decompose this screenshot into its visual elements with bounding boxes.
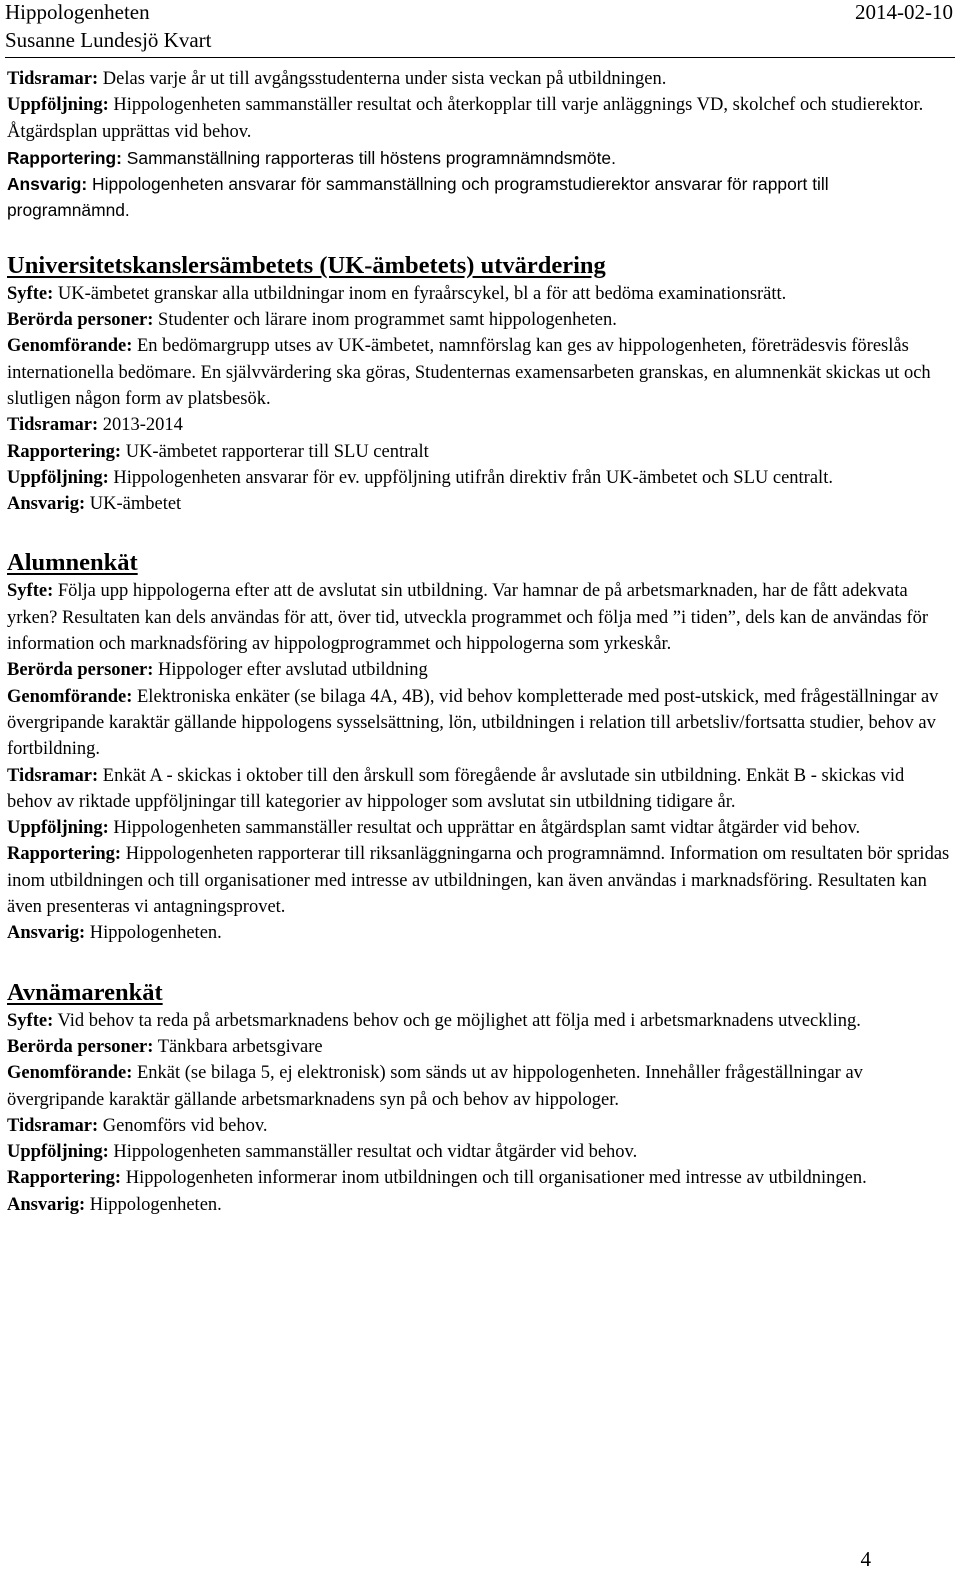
field-text: Elektroniska enkäter (se bilaga 4A, 4B), vid behov kompletterade med post-utskick, med frågeställningar av övergripande karaktär gällande hippologens sysselsättning, lön, utbildningen i relation till arbetsliv/fortsatta studier, behov av fortbildning. bbox=[7, 686, 939, 760]
field-label: Ansvarig: bbox=[7, 923, 86, 944]
intro-rapportering bbox=[7, 145, 953, 171]
field-text: Studenter och lärare inom programmet samt hippologenheten. bbox=[153, 310, 617, 331]
field-text: Hippologenheten ansvarar för sammanställning och programstudierektor ansvarar för rapport till programnämnd. bbox=[7, 174, 829, 221]
field-label: Rapportering: bbox=[7, 441, 122, 462]
avn-ansvarig bbox=[7, 1192, 953, 1218]
field-label: Berörda personer: bbox=[7, 1036, 154, 1057]
uk-ansvarig bbox=[7, 491, 953, 517]
field-label: Ansvarig: bbox=[7, 1194, 86, 1215]
intro-section bbox=[7, 66, 953, 224]
field-label: Tidsramar: bbox=[7, 765, 99, 786]
alumn-genomforande bbox=[7, 684, 953, 763]
field-text: Vid behov ta reda på arbetsmarknadens behov och ge möjlighet att följa med i arbetsmarknadens utveckling. bbox=[53, 1010, 861, 1031]
field-label: Berörda personer: bbox=[7, 660, 154, 681]
uk-section bbox=[7, 250, 953, 518]
uk-uppfoljning bbox=[7, 465, 953, 491]
header-date: 2014-02-10 bbox=[855, 0, 953, 24]
avn-syfte bbox=[7, 1008, 953, 1034]
document-body bbox=[7, 66, 953, 1218]
avn-uppfoljning bbox=[7, 1139, 953, 1165]
alumn-section bbox=[7, 547, 953, 946]
field-text: UK-ämbetet bbox=[85, 494, 182, 515]
alumn-tidsramar bbox=[7, 763, 953, 816]
avn-berorda bbox=[7, 1034, 953, 1060]
field-text: 2013-2014 bbox=[98, 415, 183, 436]
section-heading-avnamarenkat: Avnämarenkät bbox=[7, 978, 163, 1006]
field-label: Tidsramar: bbox=[7, 415, 99, 436]
uk-tidsramar bbox=[7, 412, 953, 438]
field-label: Syfte: bbox=[7, 581, 54, 602]
intro-ansvarig bbox=[7, 171, 953, 224]
field-text: En bedömargrupp utses av UK-ämbetet, namnförslag kan ges av hippologenheten, företrädesvis föreslås internationella bedömare. En självvärdering ska göras, Studenternas examensarbeten granskas, en alumnenkät skickas ut och slutligen någon form av platsbesök. bbox=[7, 336, 931, 409]
field-text: Hippologenheten informerar inom utbildningen och till organisationer med intresse av utbildningen. bbox=[121, 1168, 867, 1189]
field-text: Tänkbara arbetsgivare bbox=[153, 1036, 323, 1057]
field-label: Uppföljning: bbox=[7, 467, 109, 488]
field-text: Hippologer efter avslutad utbildning bbox=[153, 660, 428, 681]
uk-genomforande bbox=[7, 333, 953, 412]
field-text: Hippologenheten rapporterar till riksanläggningarna och programnämnd. Information om resultaten bör spridas inom utbildningen och till organisationer med intresse av utbildningen, kan även användas i marknadsföring. Resultaten kan även presenteras vi antagningsprovet. bbox=[7, 844, 950, 918]
field-label: Genomförande: bbox=[7, 686, 133, 707]
field-text: Hippologenheten. bbox=[85, 923, 222, 944]
uk-berorda bbox=[7, 307, 953, 333]
alumn-berorda bbox=[7, 657, 953, 683]
field-label: Berörda personer: bbox=[7, 310, 154, 331]
field-text: Genomförs vid behov. bbox=[98, 1115, 268, 1136]
field-label: Genomförande: bbox=[7, 1063, 133, 1084]
field-text: Hippologenheten sammanställer resultat och upprättar en åtgärdsplan samt vidtar åtgärder vid behov. bbox=[108, 818, 861, 839]
field-text: Sammanställning rapporteras till höstens programnämndsmöte. bbox=[121, 147, 616, 168]
alumn-syfte bbox=[7, 578, 953, 657]
avn-tidsramar bbox=[7, 1113, 953, 1139]
field-label: Ansvarig: bbox=[7, 494, 86, 515]
field-label: Rapportering: bbox=[7, 1168, 122, 1189]
field-text: Hippologenheten sammanställer resultat och vidtar åtgärder vid behov. bbox=[108, 1142, 638, 1163]
intro-tidsramar bbox=[7, 66, 953, 92]
field-label: Ansvarig: bbox=[7, 174, 88, 195]
field-text: UK-ämbetet granskar alla utbildningar inom en fyraårscykel, bl a för att bedöma examinationsrätt. bbox=[53, 283, 787, 304]
uk-rapportering bbox=[7, 439, 953, 465]
field-text: Hippologenheten ansvarar för ev. uppföljning utifrån direktiv från UK-ämbetet och SLU centralt. bbox=[108, 467, 833, 488]
alumn-uppfoljning bbox=[7, 815, 953, 841]
alumn-ansvarig bbox=[7, 920, 953, 946]
field-text: Hippologenheten. bbox=[85, 1194, 222, 1215]
field-text: Enkät A - skickas i oktober till den årskull som föregående år avslutade sin utbildning. Enkät B - skickas vid behov av riktade uppföljningar till kategorier av hippologer som avslutat sin utbildning tidigare år. bbox=[7, 765, 905, 812]
field-label: Rapportering: bbox=[7, 147, 122, 168]
section-heading-uk: Universitetskanslersämbetets (UK-ämbetets) utvärdering bbox=[7, 251, 606, 279]
header-author: Susanne Lundesjö Kvart bbox=[5, 28, 212, 52]
field-text: Delas varje år ut till avgångsstudenterna under sista veckan på utbildningen. bbox=[98, 69, 667, 89]
field-label: Rapportering: bbox=[7, 844, 122, 865]
field-text: Hippologenheten sammanställer resultat och återkopplar till varje anläggnings VD, skolchef och studierektor. Åtgärdsplan upprättas vid behov. bbox=[7, 95, 924, 142]
avn-section bbox=[7, 977, 953, 1218]
field-label: Tidsramar: bbox=[7, 1115, 99, 1136]
intro-uppfoljning bbox=[7, 92, 953, 145]
uk-syfte bbox=[7, 281, 953, 307]
field-label: Syfte: bbox=[7, 1010, 54, 1031]
page-header-left bbox=[5, 0, 211, 54]
alumn-rapportering bbox=[7, 841, 953, 920]
header-divider bbox=[5, 57, 955, 58]
avn-genomforande bbox=[7, 1060, 953, 1113]
field-label: Uppföljning: bbox=[7, 1142, 109, 1163]
header-title: Hippologenheten bbox=[5, 0, 150, 24]
field-text: Enkät (se bilaga 5, ej elektronisk) som sänds ut av hippologenheten. Innehåller frågeställningar av övergripande karaktär gällande arbetsmarknadens syn på och behov av hippologer. bbox=[7, 1063, 863, 1110]
section-heading-alumnenkat: Alumnenkät bbox=[7, 549, 138, 577]
field-label: Syfte: bbox=[7, 283, 54, 304]
page-number: 4 bbox=[860, 1547, 871, 1571]
avn-rapportering bbox=[7, 1165, 953, 1191]
field-label: Uppföljning: bbox=[7, 818, 109, 839]
field-label: Tidsramar: bbox=[7, 69, 99, 89]
field-text: UK-ämbetet rapporterar till SLU centralt bbox=[121, 441, 429, 462]
field-text: Följa upp hippologerna efter att de avslutat sin utbildning. Var hamnar de på arbetsmarknaden, har de fått adekvata yrken? Resultaten kan dels användas för att, över tid, utveckla programmet och följa med ”i tiden”, dels kan de användas för information och marknadsföring av hippologprogrammet och hippologerna som yrkeskår. bbox=[7, 581, 929, 655]
field-label: Uppföljning: bbox=[7, 95, 109, 116]
field-label: Genomförande: bbox=[7, 336, 133, 357]
